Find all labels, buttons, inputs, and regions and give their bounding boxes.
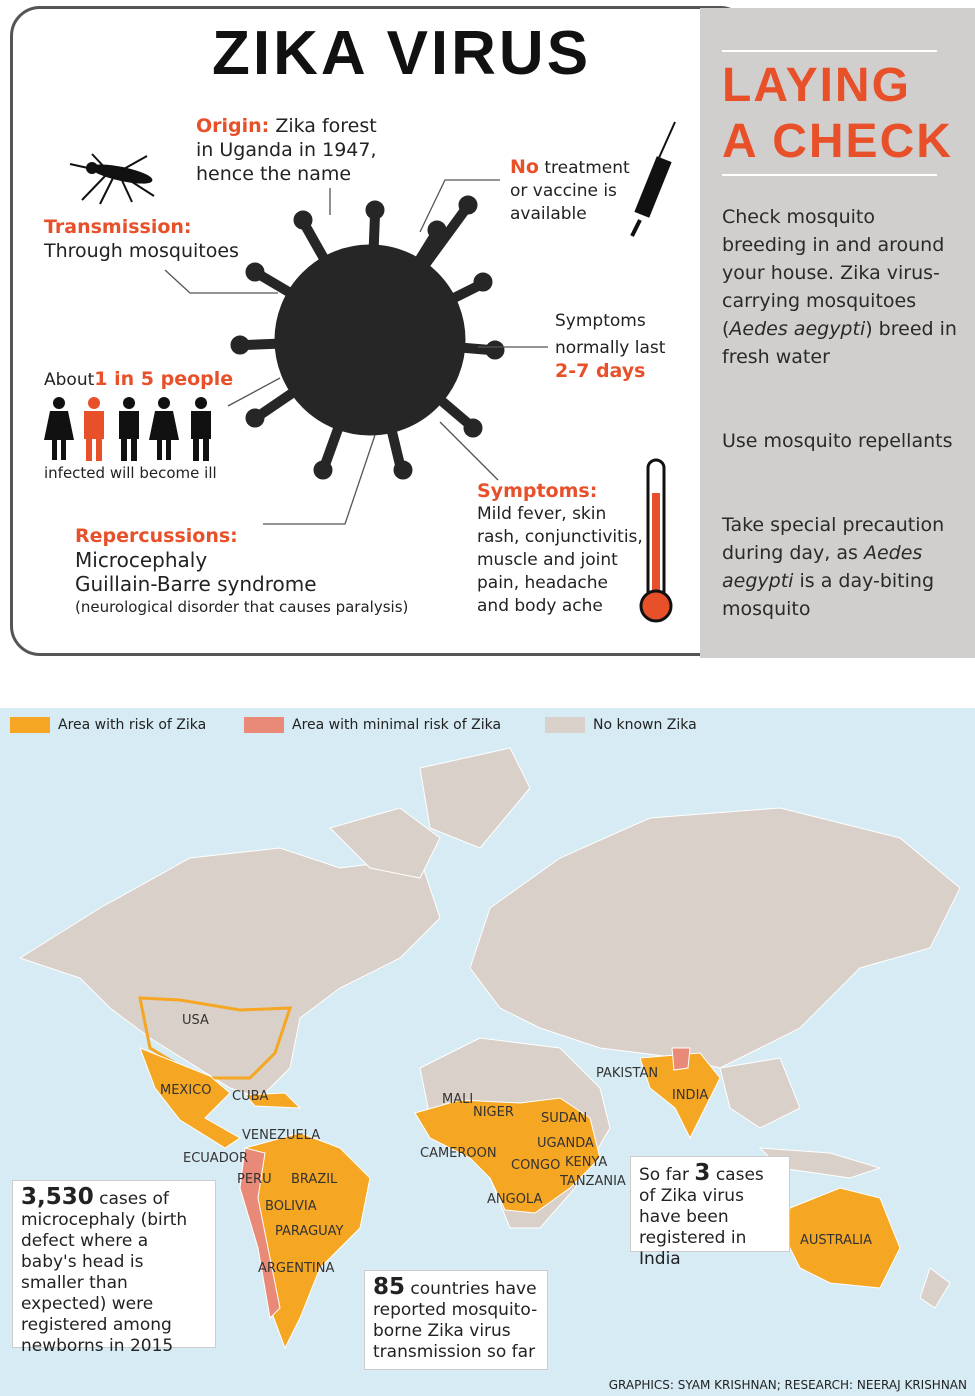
divider xyxy=(722,174,937,176)
legend-minimal: Area with minimal risk of Zika xyxy=(244,717,501,733)
transmission-block: Transmission: Through mosquitoes xyxy=(44,216,239,262)
country-mali: MALI xyxy=(442,1092,474,1107)
sidebar-title: LAYING A CHECK xyxy=(722,59,953,168)
credit-line: GRAPHICS: SYAM KRISHNAN; RESEARCH: NEERAJ KRISHNAN xyxy=(608,1378,967,1392)
country-brazil: BRAZIL xyxy=(291,1172,338,1187)
legend-risk: Area with risk of Zika xyxy=(10,717,206,733)
country-angola: ANGOLA xyxy=(487,1192,543,1207)
symptoms-block: Symptoms: Mild fever, skin rash, conjunctivitis, muscle and joint pain, headache and body ache xyxy=(477,480,643,616)
legend-none: No known Zika xyxy=(545,717,697,733)
country-argentina: ARGENTINA xyxy=(258,1261,335,1276)
infection-suffix: infected will become ill xyxy=(44,464,217,482)
people-icons xyxy=(44,395,219,465)
syringe-icon xyxy=(630,120,680,240)
symptoms-duration-block: Symptoms normally last 2-7 days xyxy=(555,311,666,382)
tip-daytime: Take special precaution during day, as Aedes aegypti is a day-biting mosquito xyxy=(722,514,945,620)
repercussions-block: Repercussions: Microcephaly Guillain-Barre syndrome (neurological disorder that causes paralysis) xyxy=(75,525,409,616)
country-cameroon: CAMEROON xyxy=(420,1146,497,1161)
country-mexico: MEXICO xyxy=(160,1083,212,1098)
india-callout: So far 3 cases of Zika virus have been registered in India xyxy=(630,1156,790,1252)
country-cuba: CUBA xyxy=(232,1089,269,1104)
country-venezuela: VENEZUELA xyxy=(242,1128,321,1143)
country-paraguay: PARAGUAY xyxy=(275,1224,344,1239)
country-pakistan: PAKISTAN xyxy=(596,1066,659,1081)
country-niger: NIGER xyxy=(473,1105,514,1120)
treatment-block: No treatment or vaccine is available xyxy=(510,156,630,224)
country-uganda: UGANDA xyxy=(537,1136,594,1151)
infection-rate: About1 in 5 people xyxy=(44,368,234,390)
divider xyxy=(722,50,937,52)
country-ecuador: ECUADOR xyxy=(183,1151,248,1166)
tip-repellants: Use mosquito repellants xyxy=(722,430,953,452)
country-peru: PERU xyxy=(237,1172,272,1187)
country-kenya: KENYA xyxy=(565,1155,608,1170)
page-title: ZIKA VIRUS xyxy=(212,19,592,88)
country-sudan: SUDAN xyxy=(541,1111,588,1126)
thermometer-icon xyxy=(638,458,678,628)
mosquito-icon xyxy=(62,152,162,207)
country-australia: AUSTRALIA xyxy=(800,1233,872,1248)
laying-a-check-panel xyxy=(700,8,975,658)
country-congo: CONGO xyxy=(511,1158,561,1173)
country-tanzania: TANZANIA xyxy=(560,1174,626,1189)
microcephaly-callout: 3,530 cases of microcephaly (birth defect where a baby's head is smaller than expected) were registered among newborns in 2015 xyxy=(12,1180,216,1348)
country-india: INDIA xyxy=(672,1088,709,1103)
tip-breeding: Check mosquito breeding in and around your house. Zika virus-carrying mosquitoes (Aedes aegypti) breed in fresh water xyxy=(722,206,957,368)
country-usa: USA xyxy=(182,1013,209,1028)
origin-block: Origin: Zika forest in Uganda in 1947, hence the name xyxy=(196,115,377,185)
world-map xyxy=(0,708,975,1396)
country-bolivia: BOLIVIA xyxy=(265,1199,317,1214)
countries-callout: 85 countries have reported mosquito-borne Zika virus transmission so far xyxy=(364,1270,548,1370)
